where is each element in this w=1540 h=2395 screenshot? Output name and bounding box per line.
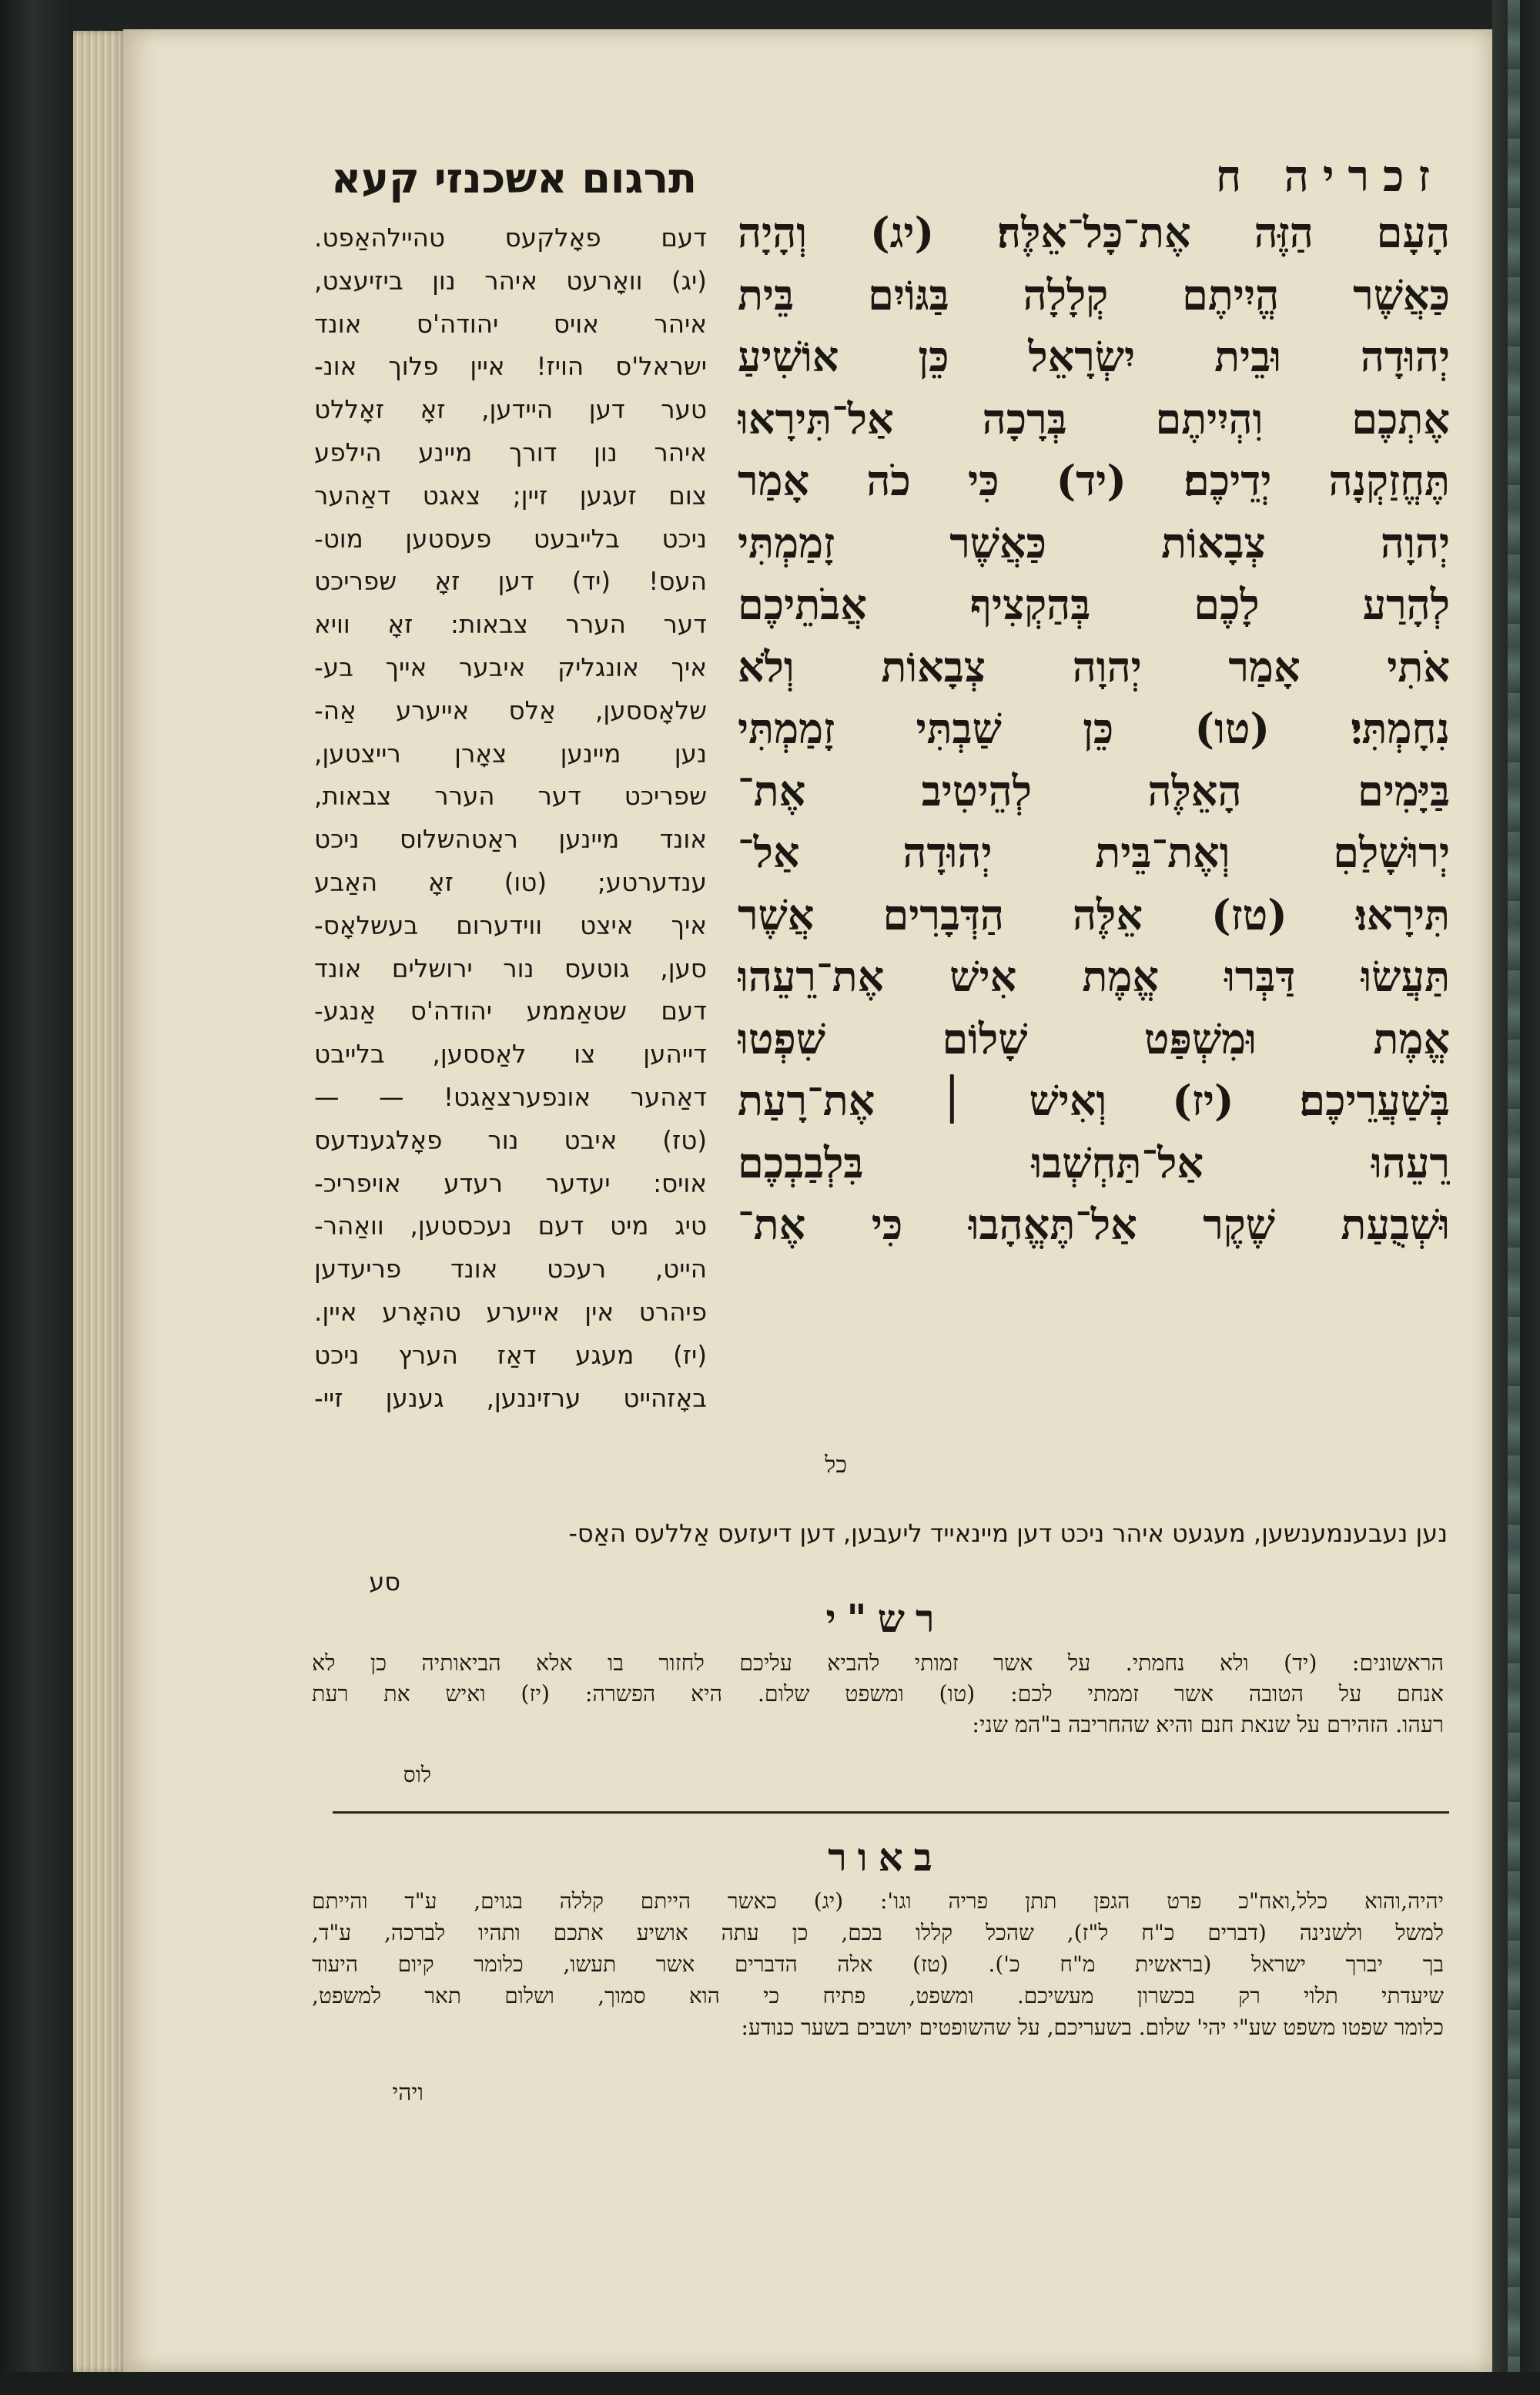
yiddish-line: איהר אויס יהודה'ס אונד [314, 309, 707, 339]
section-divider [333, 1811, 1449, 1814]
hebrew-verse-column [738, 202, 1450, 1256]
hebrew-verse-line: אֹתִי אָמַר יְהוָה צְבָאוֹת וְלֹא [738, 641, 1450, 692]
rashi-line: רעהו. הזהירם על שנאת חנם והיא שהחריבה ב"המ שני: [972, 1712, 1444, 1737]
yiddish-running-header: תרגום אשכנזי קעא [330, 154, 697, 203]
hebrew-verse-line: אֶתְכֶם וִהְיִיתֶם בְּרָכָה אַל־תִּירָאוּ [738, 394, 1450, 444]
yiddish-line: טער דען היידען, זאָ זאָללט [314, 395, 707, 425]
hebrew-verse-line: וּשְׁבֻעַת שֶׁקֶר אַל־תֶּאֱהָבוּ כִּי אֶת־ [738, 1200, 1450, 1249]
marbled-edge [1508, 0, 1520, 2395]
yiddish-line: דער הערר צבאות: זאָ וויא [314, 610, 707, 640]
page-edges [73, 31, 127, 2372]
biur-catchword: ויהי [392, 2079, 424, 2106]
biur-commentary [312, 1885, 1444, 2043]
yiddish-line: העס! (יד) דען זאָ שפריכט [314, 567, 707, 597]
yiddish-line: שלאָססען, אַלס אייערע אַה- [314, 695, 707, 725]
hebrew-running-header: זכריה ח [1215, 151, 1444, 202]
hebrew-verse-line: תִּירָאוּ׃ (טז) אֵלֶּה הַדְּבָרִים אֲשֶׁר [738, 889, 1450, 940]
yiddish-line: טיג מיט דעם נעכסטען, וואַהר- [314, 1211, 707, 1241]
yiddish-translation-column [314, 217, 707, 1420]
hebrew-verse-line: בַּיָּמִים הָאֵלֶּה לְהֵיטִיב אֶת־ [738, 765, 1450, 816]
yiddish-line: צום זעגען זיין; צאגט דאַהער [314, 481, 707, 511]
yiddish-line: ניכט בלייבעט פעסטען מוט- [314, 524, 707, 554]
hebrew-verse-line: יְרוּשָׁלַםִ וְאֶת־בֵּית יְהוּדָה אַל־ [738, 828, 1450, 877]
hebrew-verse-line: תַּעֲשׂוּ דַּבְּרוּ אֱמֶת אִישׁ אֶת־רֵעֵהוּ [738, 952, 1450, 1001]
yiddish-line: סען, גוטעס נור ירושלים אונד [314, 953, 707, 983]
yiddish-continuation-line: נען נעבענמענשען, מעגעט איהר ניכט דען מיינאייד ליעבען, דען דיעזעס אַללעס האַס- [568, 1519, 1448, 1548]
hebrew-verse-line: יְהוָה צְבָאוֹת כַּאֲשֶׁר זָמַמְתִּי [738, 518, 1450, 568]
hebrew-catchword: כל [825, 1452, 847, 1479]
yiddish-line: פיהרט אין אייערע טהאָרע איין. [314, 1297, 707, 1327]
yiddish-line: (טז) איבט נור פאָלגענדעס [314, 1125, 707, 1155]
yiddish-line: שפריכט דער הערר צבאות, [314, 782, 707, 812]
hebrew-verse-line: נִחָמְתִּי׃ (טו) כֵּן שַׁבְתִּי זָמַמְתִּי [738, 704, 1450, 753]
biur-line: כלומר שפטו משפט שע"י יהי' שלום. בשעריכם, על שהשופטים יושבים בשער כנודע: [741, 2015, 1444, 2040]
yiddish-line: נען מיינען צאָרן רייצטען, [314, 739, 707, 769]
hebrew-verse-line: בְּשַׁעֲרֵיכֶם׃ (יז) וְאִישׁ ׀ אֶת־רָעַת [738, 1076, 1450, 1125]
biur-line: למשל ולשנינה (דברים כ"ח ל"ז), שהכל קללו בכם, כן עתה אושיע אתכם ותהיו לברכה, ע"ד, [312, 1920, 1444, 1945]
yiddish-line: דעם שטאַממע יהודה'ס אַנגע- [314, 997, 707, 1027]
yiddish-line: הייט, רעכט אונד פריעדען [314, 1254, 707, 1285]
biur-line: שיעדתי תלוי רק בכשרון מעשיכם. ומשפט, פתיח כי הוא סמוך, ושלום תאר למשפט, [312, 1983, 1444, 2008]
hebrew-verse-line: יְהוּדָה וּבֵית יִשְׂרָאֵל כֵּן אוֹשִׁיעַ [738, 332, 1450, 381]
yiddish-line: באָזהייט ערזיננען, גענען זיי- [314, 1383, 707, 1413]
yiddish-line: אויס: יעדער רעדע אויפריכ- [314, 1168, 707, 1198]
hebrew-verse-line: אֱמֶת וּמִשְׁפַּט שָׁלוֹם שִׁפְטוּ [738, 1013, 1450, 1064]
yiddish-line: איך אונגליק איבער אייך בע- [314, 652, 707, 682]
yiddish-line: דעם פאָלקעס טהיילהאַפט. [314, 223, 707, 253]
yiddish-line: איהר נון דורך מיינע הילפע [314, 437, 707, 467]
rashi-catchword: לוס [403, 1762, 431, 1787]
rashi-line: אנחם על הטובה אשר זממתי לכם: (טו) ומשפט שלום. היא הפשרה: (יז) ואיש את רעת [312, 1681, 1444, 1707]
yiddish-line: ענדערטע; (טו) זאָ האַבע [314, 867, 707, 897]
yiddish-catchword: סע [369, 1567, 400, 1596]
biur-line: בך יברך ישראל (בראשית מ"ח כ'). (טז) אלה הדברים אשר תעשו, כלומר קיום היעוד [312, 1951, 1444, 1977]
yiddish-line: דייהען צו לאַססען, בלייבט [314, 1040, 707, 1070]
bottom-shadow [0, 2372, 1540, 2395]
yiddish-line: איך איצט ווידערום בעשלאָס- [314, 910, 707, 940]
hebrew-verse-line: הָעָם הַזֶּה אֶת־כָּל־אֵלֶּה׃ (יג) וְהָיָה [738, 208, 1450, 257]
rashi-heading: רש"י [825, 1596, 946, 1641]
book-cover-left [0, 0, 73, 2395]
biur-heading: באור [828, 1834, 943, 1880]
hebrew-verse-line: תֶּחֱזַקְנָה יְדֵיכֶם׃ (יד) כִּי כֹה אָמַר [738, 456, 1450, 505]
yiddish-line: אונד מיינען ראַטהשלוס ניכט [314, 825, 707, 855]
biur-line: יהיה,והוא כלל,ואח"כ פרט הגפן תתן פריה וגו': (יג) כאשר הייתם קללה בגוים, ע"ד והייתם [312, 1888, 1444, 1914]
rashi-commentary [312, 1648, 1444, 1740]
rashi-line: הראשונים: (יד) ולא נחמתי. על אשר זמותי להביא עליכם לחזור בו אלא הביאותיה כן לא [312, 1650, 1444, 1676]
hebrew-verse-line: כַּאֲשֶׁר הֱיִיתֶם קְלָלָה בַּגּוֹיִם בֵּית [738, 270, 1450, 320]
hebrew-verse-line: לְהָרַע לָכֶם בְּהַקְצִיף אֲבֹתֵיכֶם [738, 580, 1450, 629]
yiddish-line: ישראל'ס הויז! איין פלוך אונ- [314, 352, 707, 382]
yiddish-line: (יג) וואָרעט איהר נון ביזיעצט, [314, 266, 707, 296]
hebrew-verse-line: רֵעֵהוּ אַל־תַּחְשְׁבוּ בִּלְבַבְכֶם [738, 1137, 1450, 1187]
yiddish-line: דאַהער אונפערצאַגט! — — [314, 1082, 707, 1112]
yiddish-line: (יז) מעגע דאַז הערץ ניכט [314, 1340, 707, 1370]
